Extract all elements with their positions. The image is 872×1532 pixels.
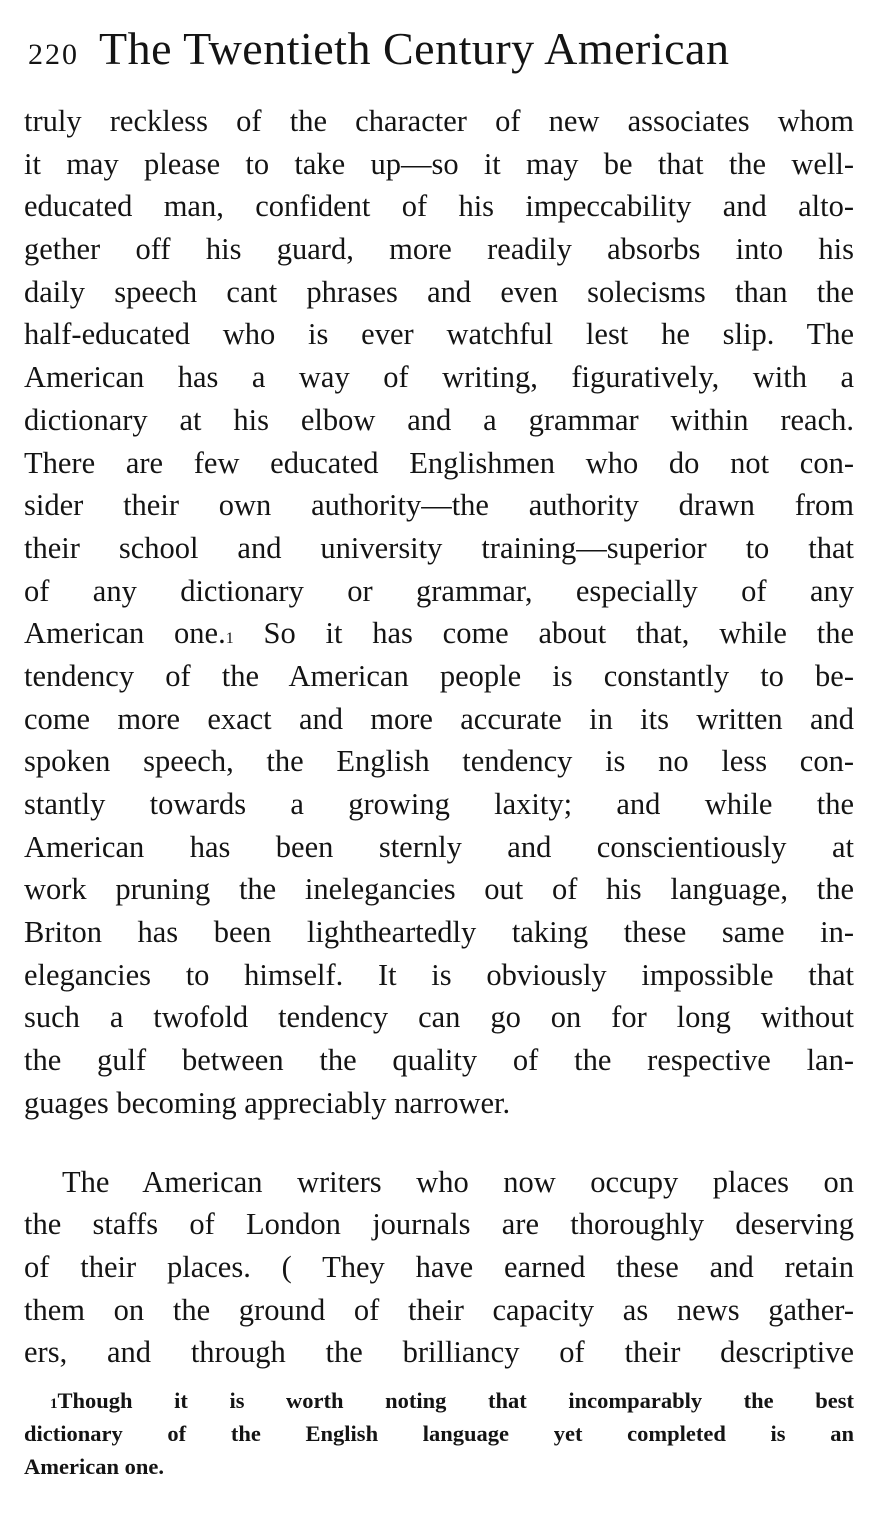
text-line: elegancies to himself. It is obviously impossible that <box>24 957 854 992</box>
text-line: the gulf between the quality of the respective lan- <box>24 1043 854 1078</box>
page-number: 220 <box>28 38 79 71</box>
footnote-line: American one. <box>24 1453 164 1479</box>
text-line: American has been sternly and conscientiously at <box>24 829 854 864</box>
text-line: truly reckless of the character of new associates whom <box>24 104 854 138</box>
text-line: such a twofold tendency can go on for long without <box>24 1000 854 1035</box>
running-head <box>24 22 854 100</box>
running-title: The Twentieth Century American <box>99 23 730 74</box>
text-segment: Though it is worth noting that incomparably the best <box>57 1387 854 1413</box>
footnote-mark: 1 <box>50 1395 58 1412</box>
footnote-reference[interactable]: 1 <box>225 630 234 648</box>
text-segment: American one. <box>24 616 226 651</box>
footnote-line <box>24 1384 854 1417</box>
footnote <box>24 1384 854 1483</box>
text-line: American has a way of writing, figuratively, with a <box>24 360 854 395</box>
text-line: stantly towards a growing laxity; and while the <box>24 787 854 821</box>
paragraph-1 <box>24 100 854 1125</box>
text-line: spoken speech, the English tendency is no less con- <box>24 744 854 779</box>
main-text <box>24 100 854 1374</box>
text-line: it may please to take up—so it may be that the well- <box>24 146 854 181</box>
text-line: gether off his guard, more readily absorbs into his <box>24 232 854 267</box>
text-line: sider their own authority—the authority drawn from <box>24 488 854 523</box>
text-line: come more exact and more accurate in its written and <box>24 701 854 736</box>
text-line-with-footnote-ref <box>24 612 854 655</box>
text-line: tendency of the American people is constantly to be- <box>24 658 854 693</box>
footnote-line: dictionary of the English language yet completed is an <box>24 1420 854 1446</box>
text-line: The American writers who now occupy places on <box>62 1164 854 1199</box>
text-line: of any dictionary or grammar, especially of any <box>24 573 854 608</box>
text-line: ers, and through the brilliancy of their descriptive <box>24 1335 854 1370</box>
text-line: educated man, confident of his impeccability and alto- <box>24 189 854 224</box>
text-line: guages becoming appreciably narrower. <box>24 1085 511 1120</box>
text-line: Briton has been lightheartedly taking these same in- <box>24 915 854 950</box>
paragraph-2 <box>24 1161 854 1374</box>
text-line: them on the ground of their capacity as news gather- <box>24 1292 854 1327</box>
text-line: the staffs of London journals are thoroughly deserving <box>24 1207 854 1242</box>
text-line: of their places. ( They have earned these and retain <box>24 1249 854 1284</box>
text-line: There are few educated Englishmen who do not con- <box>24 445 854 480</box>
text-line: dictionary at his elbow and a grammar within reach. <box>24 402 854 437</box>
text-line: daily speech cant phrases and even solecisms than the <box>24 274 854 309</box>
book-page <box>24 22 854 1483</box>
text-line: work pruning the inelegancies out of his language, the <box>24 872 854 907</box>
text-line: half-educated who is ever watchful lest he slip. The <box>24 317 854 352</box>
text-segment: So it has come about that, while the <box>233 616 855 651</box>
text-line: their school and university training—superior to that <box>24 530 854 565</box>
paragraph-gap <box>24 1125 854 1161</box>
